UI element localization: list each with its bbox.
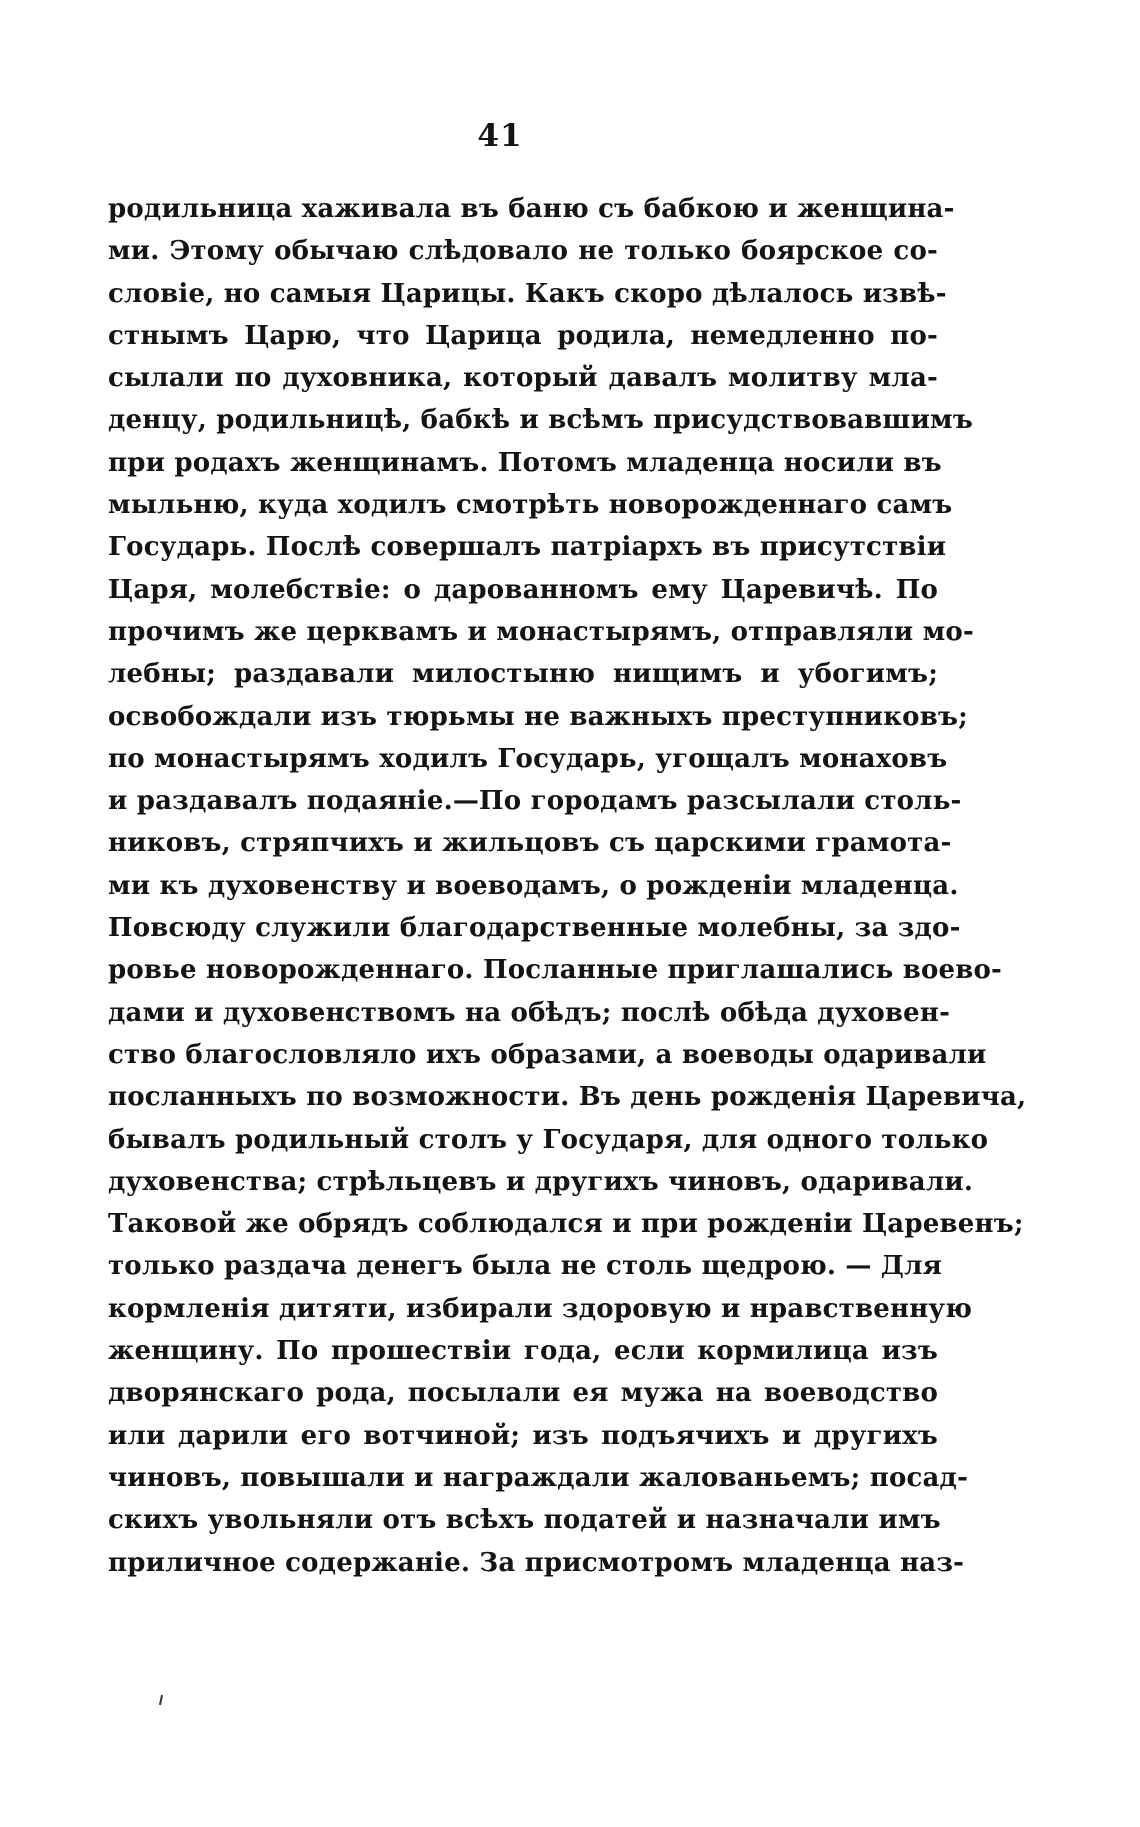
text-line: Царя, молебствіе: о дарованномъ ему Царевичѣ. По [108, 574, 938, 605]
text-line: Повсюду служили благодарственные молебны, за здо- [108, 913, 961, 944]
text-line: или дарили его вотчиной; изъ подъячихъ и другихъ [108, 1420, 938, 1451]
text-line: Государь. Послѣ совершалъ патріархъ въ присутствіи [108, 532, 947, 563]
text-line: денцу, родильницѣ, бабкѣ и всѣмъ присудствовавшимъ [108, 405, 973, 436]
text-line: женщину. По прошествіи года, если кормилица изъ [108, 1336, 938, 1367]
text-line: кормленія дитяти, избирали здоровую и нравственную [108, 1293, 973, 1324]
text-line: и раздавалъ подаяніе.—По городамъ разсылали столь- [108, 786, 962, 817]
text-line: словіе, но самыя Царицы. Какъ скоро дѣлалось извѣ- [108, 278, 947, 309]
text-line: ми. Этому обычаю слѣдовало не только боярское со- [108, 236, 938, 267]
text-line: родильница хаживала въ баню съ бабкою и женщина- [108, 194, 955, 224]
text-line: сылали по духовника, который давалъ молитву мла- [108, 363, 938, 394]
text-line: дворянскаго рода, посылали ея мужа на воеводство [108, 1378, 938, 1409]
page-number: 41 [477, 118, 523, 154]
body-text [108, 188, 1027, 1584]
text-line: дами и духовенствомъ на обѣдъ; послѣ обѣда духовен- [108, 997, 951, 1028]
text-line: по монастырямъ ходилъ Государь, угощалъ монаховъ [108, 743, 948, 774]
text-line: ми къ духовенству и воеводамъ, о рожденіи младенца. [108, 870, 959, 901]
text-line: прочимъ же церквамъ и монастырямъ, отправляли мо- [108, 616, 974, 647]
text-line: никовъ, стряпчихъ и жильцовъ съ царскими грамота- [108, 828, 952, 859]
text-line: лебны; раздавали милостыню нищимъ и убогимъ; [108, 659, 938, 690]
text-line: освобождали изъ тюрьмы не важныхъ преступниковъ; [108, 701, 968, 732]
ink-speck [159, 1695, 163, 1705]
text-line: бывалъ родильный столъ у Государя, для одного только [108, 1124, 989, 1155]
text-line: только раздача денегъ была не столь щедрою. — Для [108, 1251, 943, 1282]
text-line: стнымъ Царю, что Царица родила, немедленно по- [108, 320, 938, 351]
text-line: приличное содержаніе. За присмотромъ младенца наз- [108, 1547, 965, 1578]
text-line: посланныхъ по возможности. Въ день рожденія Царевича, [108, 1082, 1027, 1113]
text-line: чиновъ, повышали и награждали жалованьемъ; посад- [108, 1462, 969, 1493]
text-line: ство благословляло ихъ образами, а воеводы одаривали [108, 1039, 987, 1070]
text-line: скихъ увольняли отъ всѣхъ податей и назначали имъ [108, 1505, 941, 1536]
text-line: духовенства; стрѣльцевъ и другихъ чиновъ, одаривали. [108, 1166, 974, 1197]
text-line: Таковой же обрядъ соблюдался и при рожденіи Царевенъ; [108, 1209, 1024, 1240]
text-line: мыльню, куда ходилъ смотрѣть новорожденнаго самъ [108, 490, 953, 521]
text-line: ровье новорожденнаго. Посланные приглашались воево- [108, 955, 1003, 986]
text-line: при родахъ женщинамъ. Потомъ младенца носили въ [108, 447, 942, 478]
